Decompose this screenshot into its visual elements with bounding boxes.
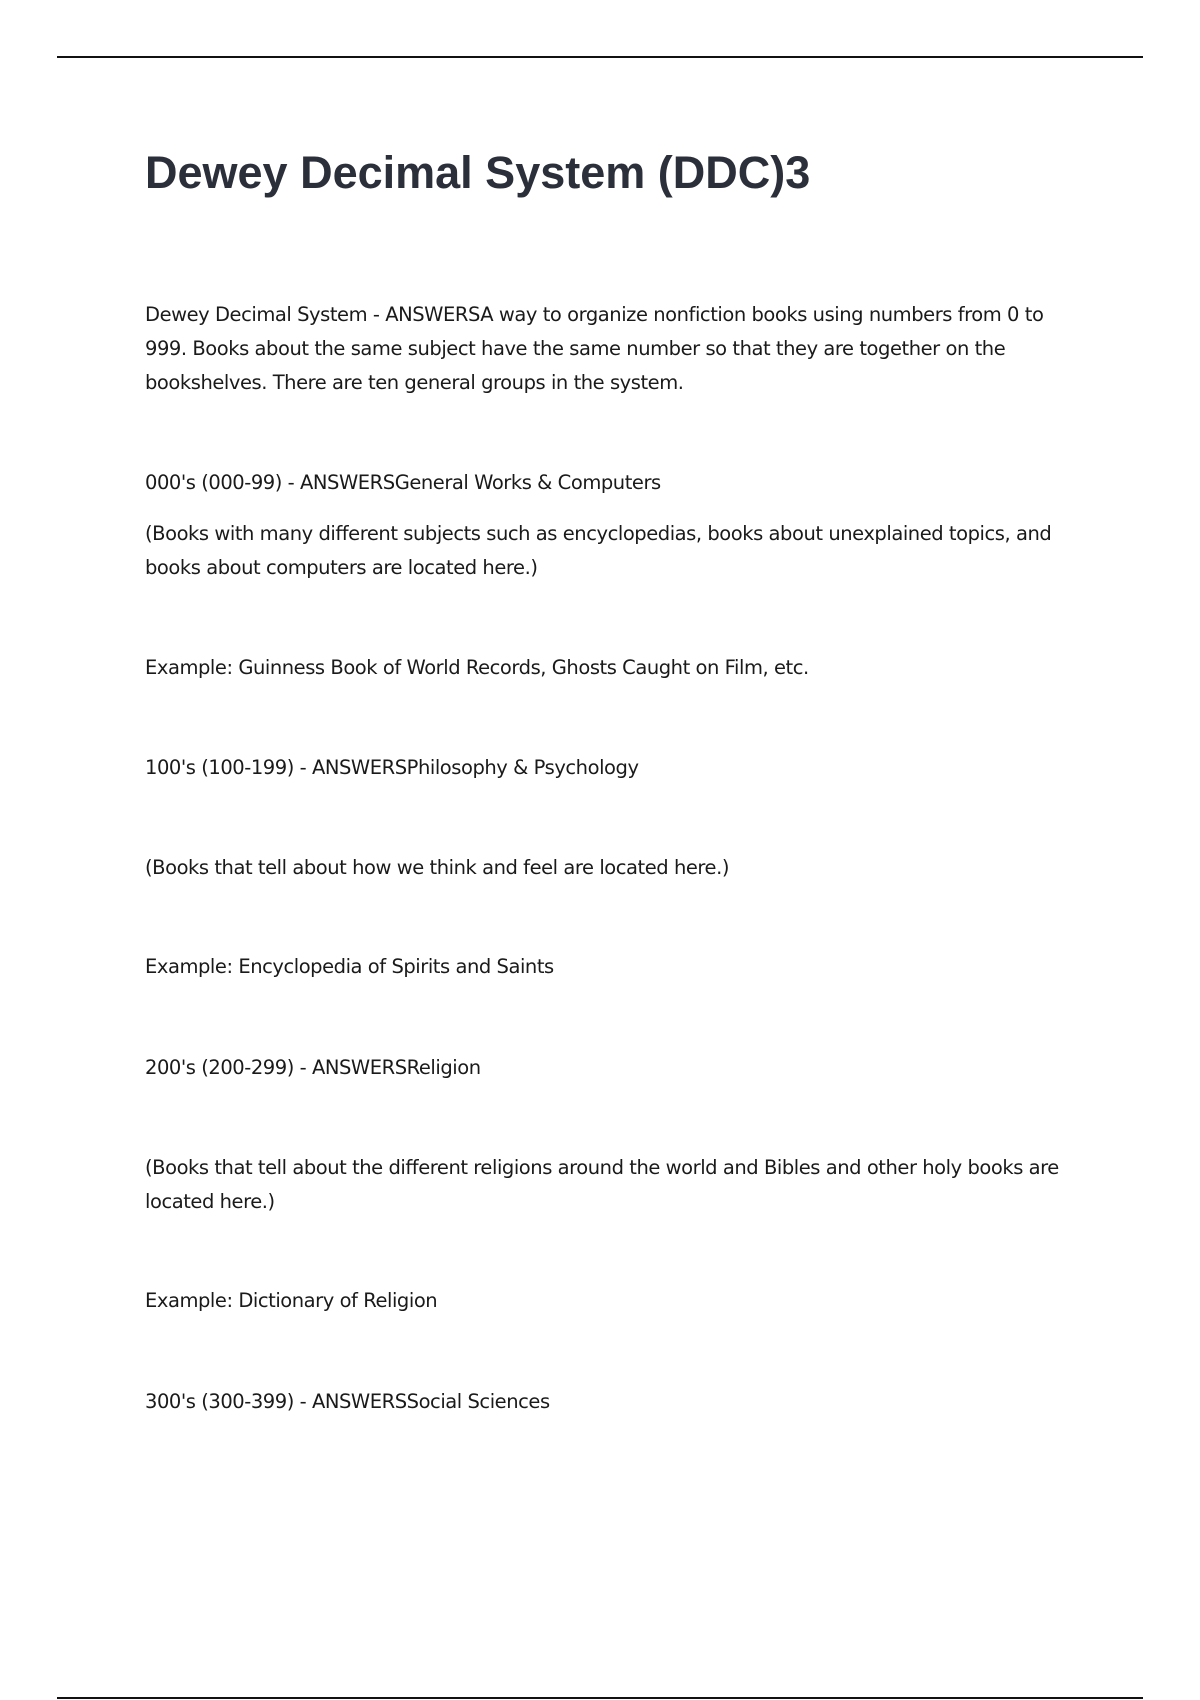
paragraph-200s-heading: 200's (200-299) - ANSWERSReligion: [145, 1056, 481, 1079]
paragraph-200s-description: (Books that tell about the different religions around the world and Bibles and other holy books are located here.): [145, 1156, 1059, 1213]
paragraph-000s-heading: 000's (000-99) - ANSWERSGeneral Works & Computers: [145, 471, 661, 494]
paragraph-000s-example: Example: Guinness Book of World Records, Ghosts Caught on Film, etc.: [145, 656, 809, 679]
document-title: Dewey Decimal System (DDC)3: [145, 147, 811, 198]
paragraph-100s-heading: 100's (100-199) - ANSWERSPhilosophy & Psychology: [145, 756, 639, 779]
paragraph-000s-description: (Books with many different subjects such as encyclopedias, books about unexplained topics, and books about computers are located here.): [145, 522, 1052, 579]
paragraph-100s-example: Example: Encyclopedia of Spirits and Saints: [145, 955, 554, 978]
paragraph-300s-heading: 300's (300-399) - ANSWERSSocial Sciences: [145, 1390, 550, 1413]
bottom-rule: [57, 1697, 1143, 1699]
paragraph-dewey-definition: Dewey Decimal System - ANSWERSA way to organize nonfiction books using numbers from 0 to 999. Books about the same subject have the same number so that they are together on the bookshelves. There are ten general groups in the system.: [145, 303, 1044, 394]
paragraph-200s-example: Example: Dictionary of Religion: [145, 1289, 438, 1312]
top-rule: [57, 56, 1143, 58]
paragraph-100s-description: (Books that tell about how we think and feel are located here.): [145, 856, 730, 879]
